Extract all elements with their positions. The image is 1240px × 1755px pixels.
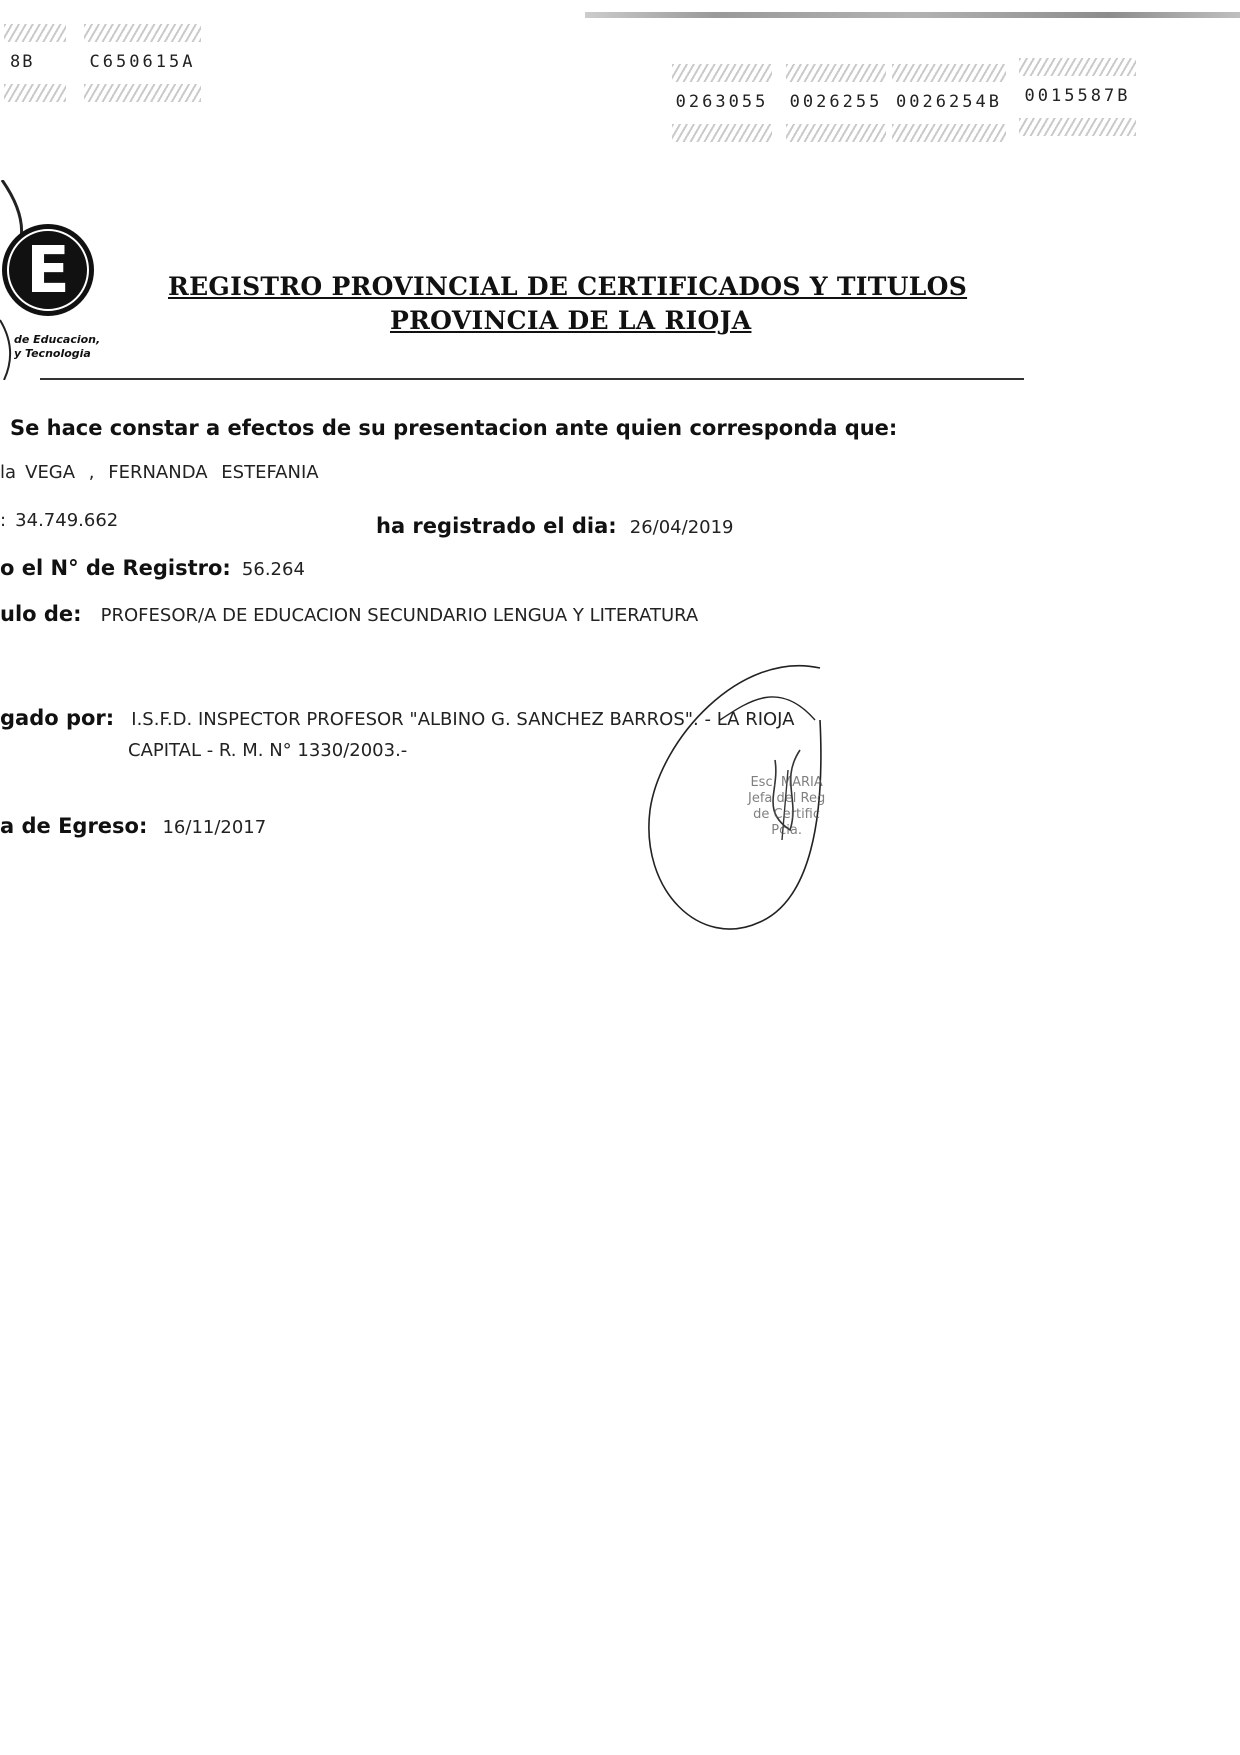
otorgado-label: gado por:: [0, 706, 115, 730]
titulo-label: ulo de:: [0, 602, 82, 626]
egreso-label: a de Egreso:: [0, 814, 148, 838]
fiscal-stamp: [1015, 52, 1140, 142]
name-row: [0, 462, 319, 483]
dni-prefix: :: [0, 510, 7, 531]
stamp-number: 8B: [10, 52, 35, 72]
stamp-number: 0026255: [789, 92, 883, 112]
document-subtitle: PROVINCIA DE LA RIOJA: [390, 306, 752, 335]
name-prefix: la: [0, 462, 17, 483]
seal-line4: Pcia.: [771, 823, 802, 838]
otorgado-line1: I.S.F.D. INSPECTOR PROFESOR "ALBINO G. SANCHEZ BARROS". - LA RIOJA: [131, 709, 795, 730]
seal-line1: Esc. MARIA: [750, 775, 823, 790]
egreso-date: 16/11/2017: [162, 817, 267, 838]
scan-artifact: [585, 12, 1240, 18]
otorgado-line2: CAPITAL - R. M. N° 1330/2003.-: [128, 740, 408, 761]
graduate-name: VEGA , FERNANDA ESTEFANIA: [25, 462, 319, 483]
stamp-number: 0015587B: [1024, 86, 1131, 106]
document-title: REGISTRO PROVINCIAL DE CERTIFICADOS Y TITULOS: [168, 272, 968, 301]
registro-number: 56.264: [241, 559, 305, 580]
dni-value: 34.749.662: [15, 510, 119, 531]
stamp-number: 0026254B: [896, 92, 1002, 112]
fiscal-stamp: [888, 58, 1010, 148]
fiscal-stamp: [80, 18, 205, 108]
logo-letter: E: [26, 234, 70, 308]
fiscal-stamp: [782, 58, 890, 148]
logo-caption-line2: y Tecnologia: [14, 347, 91, 360]
egreso-row: [0, 814, 266, 838]
stamp-number: 0263055: [675, 92, 769, 112]
registered-date: 26/04/2019: [629, 517, 734, 538]
dni-row: [0, 510, 118, 531]
header-rule: [40, 378, 1024, 380]
registro-label: o el N° de Registro:: [0, 556, 231, 580]
intro-text: Se hace constar a efectos de su presentacion ante quien corresponda que:: [10, 416, 898, 440]
registered-label: ha registrado el dia:: [376, 514, 617, 538]
fiscal-stamp: [0, 18, 70, 108]
registered-row: [376, 514, 734, 538]
titulo-row: [0, 602, 698, 626]
registro-row: [0, 556, 305, 580]
signature-seal: [748, 775, 825, 839]
stamp-number: C650615A: [89, 52, 196, 72]
titulo-value: PROFESOR/A DE EDUCACION SECUNDARIO LENGUA Y LITERATURA: [100, 605, 699, 626]
logo-caption-line1: de Educacion,: [14, 333, 101, 346]
seal-line3: de Certific: [753, 807, 821, 822]
logo-caption: [14, 333, 100, 361]
fiscal-stamp: [668, 58, 776, 148]
seal-line2: Jefa del Reg: [748, 791, 826, 806]
